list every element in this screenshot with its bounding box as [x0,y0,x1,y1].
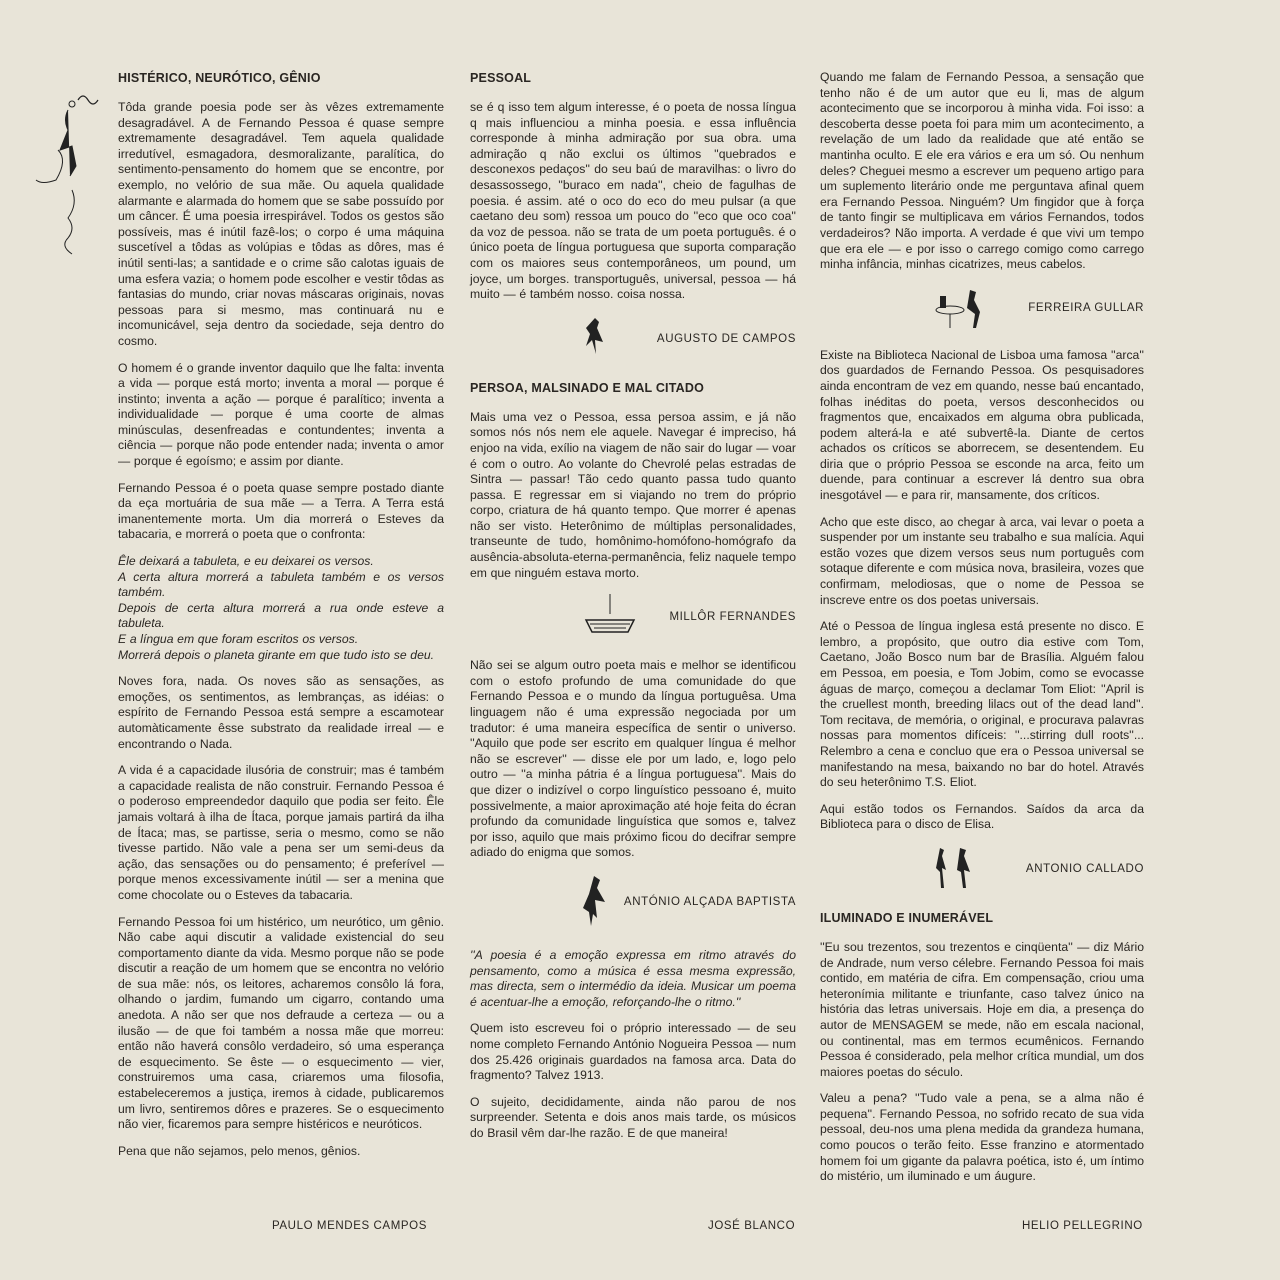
signature-ferreira-gullar: FERREIRA GULLAR [1028,301,1144,314]
paragraph: Quando me falam de Fernando Pessoa, a sensação que tenho não é de um autor que eu li, mas de algum acontecimento que se incorporou à minha vida. Foi isso: a descoberta desse poeta foi para mim um acontecimento, a revelação de um lado da realidade que até então se mantinha oculto. E ele era vários e era um só. Ou nenhum deles? Cheguei mesmo a escrever um pequeno artigo para um suplemento literário onde me perguntava afinal quem era Fernando Pessoa. Ninguém? Um fingidor que à força de tanto fingir se multiplicava em vários Fernandos, todos verdadeiros? Não importa. A verdade é que vivi um tempo que era ele — e por isso o carrego comigo como carrego minha infância, minhas cicatrizes, meus cabelos. [820,70,1144,272]
decorative-figure-icon [28,80,108,280]
paragraph: Até o Pessoa de língua inglesa está presente no disco. E lembro, a propósito, que outro dia estive com Tom, Caetano, João Bosco num bar de Brasília. Alguém falou em Pessoa, em poesia, e Tom Jobim, como se evocasse águas de março, começou a declamar Tom Eliot: ''April is the cruellest month, breeding lilacs out of the dead land''. Tom recitava, de memória, o original, e procurava palavras nossas para momentos difíceis: ''...stirring dull roots''... Relembro a cena e concluo que era o Pessoa universal se manifestando na mesa, baixando no bar do hotel. Através do seu heterônimo T.S. Eliot. [820,619,1144,790]
paragraph: Fernando Pessoa foi um histérico, um neurótico, um gênio. Não cabe aqui discutir a validade existencial do seu comportamento diante da vida. Mesmo porque não se pode discutir a reação de um homem que se encontra no velório de sua mãe: nós, os leitores, acharemos consôlo lá fora, olhando o jardim, fumando um cigarro, contando uma anedota. A não ser que nos defraude a certeza — ou a ilusão — de que foi também a nossa mãe que morreu: então não haverá consôlo verdadeiro, só uma esperança de esquecimento. Se êste — o esquecimento — vier, construiremos uma casa, criaremos uma filosofia, estabeleceremos a justiça, iremos à cidade, publicaremos um livro, sentiremos dôres e prazeres. Se o esquecimento não vier, ficaremos para sempre histéricos e neuróticos. [118,914,444,1132]
poem-line: A certa altura morrerá a tabuleta também e os versos também. [118,569,444,600]
paragraph: ''Eu sou trezentos, sou trezentos e cinqüenta'' — diz Mário de Andrade, num verso célebre. Fernando Pessoa foi mais contido, em matéria de cifra. Em compensação, criou uma heteronímia militante e triunfante, caso talvez único na história das letras universais. Hoje em dia, a presença do autor de MENSAGEM se mede, não em escala nacional, ou continental, mas em termos ecumênicos. Fernando Pessoa é considerado, pela melhor crítica mundial, um dos maiores poetas do século. [820,939,1144,1079]
signature-alcada-row [470,872,796,932]
paragraph: Valeu a pena? ''Tudo vale a pena, se a alma não é pequena''. Fernando Pessoa, no sofrido recato de sua vida pessoal, deu-nos uma plena medida da grandeza humana, como poucos o terão feito. Esse franzino e atormentado homem foi um gigante da palavra poética, isto é, um íntimo do mistério, um iluminado e um áugure. [820,1091,1144,1184]
pessoa-quote: ''A poesia é a emoção expressa em ritmo através do pensamento, como a música é essa mesma expressão, mas directa, sem o intermédio da ideia. Musicar um poema é acentuar-lhe a emoção, reforçando-lhe o ritmo.'' [470,947,796,1009]
signature-paulo-mendes-campos: PAULO MENDES CAMPOS [272,1220,427,1232]
dancing-figure-icon [470,314,610,364]
paragraph: Tôda grande poesia pode ser às vêzes extremamente desagradável. A de Fernando Pessoa é quase sempre extremamente desagradável. Tem aquela qualidade irredutível, esmagadora, desmoralizante, paralítica, do sentimento-pensamento do homem que se encontre, por exemplo, no velório de sua mãe. Ou aquela qualidade alarmante e alarmada do homem que se sabe possuído por um câncer. É uma poesia irrespirável. Todos os gestos são possíveis, mas é inútil fazê-los; o corpo é uma máquina suscetível a tôdas as volúpias e tôdas as dôres, mas é inútil senti-las; a santidade e o crime são calotas iguais de uma esfera vazia; o homem pode escolher e vestir tôdas as fantasias do mundo, criar novas máscaras originais, novas pessoas para si mesmo, mas continuará nu e incomunicável, seja dentro da sociedade, seja dentro do cosmo. [118,100,444,348]
basket-icon [470,592,640,642]
poem-line: Depois de certa altura morrerá a rua onde esteve a tabuleta. [118,600,444,631]
paragraph: Mais uma vez o Pessoa, essa persoa assim, e já não somos nós nós nem ele aquele. Navegar é impreciso, há enjoo na vida, exílio na viagem de não sair do lugar — voar é com o outro. Ao volante do Chevrolé pelas estradas de Sintra — passar! Tão cedo quanto passa tudo quanto passa. E regressar em si viajando no trem do próprio corpo, criatura de há quanto tempo. Que morrer é apenas não ser visto. Heterônimo de múltiplas personalidades, transeunte de tudo, homônimo-homófono-homógrafo da ausência-absoluta-eterna-permanência, feliz naquele tempo em que ninguém estava morto. [470,409,796,580]
heading-pessoal: PESSOAL [470,71,532,85]
signature-callado-row [820,844,1144,894]
heading-iluminado: ILUMINADO E INUMERÁVEL [820,910,994,925]
dancing-figure-icon [470,872,610,932]
paragraph: Fernando Pessoa é o poeta quase sempre postado diante da eça mortuária de sua mãe — a Terra. A Terra está imanentemente morta. Um dia morrerá o Esteves da tabacaria, e morrerá o poeta que o confronta: [118,480,444,542]
paragraph: Existe na Biblioteca Nacional de Lisboa uma famosa ''arca'' dos guardados de Fernando Pessoa. Os pesquisadores ainda encontram de vez em quando, nesse baú encantado, folhas inéditas do poeta, versos desconhecidos ou fragmentos que, encaixados em alguma obra publicada, podem alterá-la e até subvertê-la. Diante de certos achados os críticos se aborrecem, se desentendem. Eu diria que o próprio Pessoa se esconde na arca, feito um duende, para continuar a escrever lá dentro sua obra inesgotável — e para rir, mansamente, dos críticos. [820,347,1144,503]
paragraph: Aqui estão todos os Fernandos. Saídos da arca da Biblioteca para o disco de Elisa. [820,801,1144,832]
two-figures-icon [820,844,980,894]
signature-millor-row [470,592,796,642]
signature-millor-fernandes: MILLÔR FERNANDES [669,611,796,624]
signature-antonio-alcada-baptista: ANTÓNIO ALÇADA BAPTISTA [623,895,796,908]
signature-jose-blanco: JOSÉ BLANCO [708,1220,796,1232]
signature-augusto-de-campos: AUGUSTO DE CAMPOS [656,332,796,345]
paragraph: Não sei se algum outro poeta mais e melhor se identificou com o estofo profundo de uma comunidade do que Fernando Pessoa e o mundo da língua portuguêsa. Uma linguagem não é uma expressão negociada por um tradutor: é uma maneira específica de sentir o universo. ''Aquilo que pode ser escrito em qualquer língua é melhor não se escrever'' — disse ele por um lado, e, logo pelo outro — ''a minha pátria é a língua portuguesa''. Mais do que dizer o indizível o corpo linguístico pessoano é, muito possivelmente, a maior aproximação até hoje feita do écran profundo da comunidade linguística que somos e, talvez por isso, aquilo que mais próximo ficou do decifrar sempre adiado do enigma que somos. [470,658,796,860]
heading-persoa: PERSOA, MALSINADO E MAL CITADO [470,380,705,395]
column-paulo-mendes-campos [118,70,444,1170]
cafe-scene-icon [820,284,990,332]
paragraph: Pena que não sejamos, pelo menos, gênios. [118,1143,361,1158]
signature-augusto-de-campos-row [470,314,796,364]
poem-quote [118,554,444,663]
poem-line: Êle deixará a tabuleta, e eu deixarei os versos. [118,554,374,569]
column-middle [470,70,796,1153]
signature-antonio-callado: ANTONIO CALLADO [1025,862,1144,875]
signature-helio-pellegrino: HELIO PELLEGRINO [1022,1220,1143,1232]
paragraph: se é q isso tem algum interesse, é o poeta de nossa língua q mais influenciou a minha poesia. e essa influência corresponde à minha admiração por sua obra. uma admiração q não exclui os últimos ''quebrados e desconexos pedaços'' do seu baú de maravilhas: o livro do desassossego, ''buraco em nada'', cheio de fagulhas de poesia. é assim. até o oco do eco do meu pulsar (a que caetano deu som) ressoa um pouco do ''eco que oco coa'' da voz de pessoa. não se trata de um poeta português. é o único poeta de língua portuguesa que suporta comparação com os maiores seus contemporâneos, um pound, um joyce, um borges. transportuguês, universal, pessoa — há muito — é também nosso. coisa nossa. [470,100,796,302]
paragraph: Acho que este disco, ao chegar à arca, vai levar o poeta a suspender por um instante seu trabalho e sua malícia. Aqui estão vozes que dizem versos seus num português com sotaque diferente e com música nova, brasileira, vozes que confirmam, melodiosas, que o nome de Pessoa se inscreve entre os dos poetas universais. [820,514,1144,607]
column-right [820,70,1144,1196]
paragraph: O homem é o grande inventor daquilo que lhe falta: inventa a vida — porque está morto; inventa a moral — porque é instinto; inventa a ação — porque é paralítico; inventa a individualidade — porque é uma coorte de almas minúsculas, desenfreadas e contundentes; inventa a ciência — porque não pode entender nada; inventa o amor — porque é egoísmo; e assim por diante. [118,360,444,469]
paragraph: O sujeito, decididamente, ainda não parou de nos surpreender. Setenta e dois anos mais tarde, os músicos do Brasil vêm dar-lhe razão. E de que maneira! [470,1094,796,1140]
signature-ferreira-gullar-row [820,284,1144,332]
paragraph: Noves fora, nada. Os noves são as sensações, as emoções, os sentimentos, as lembranças, as idéias: o espírito de Fernando Pessoa está sempre a escamotear automàticamente êsse substrato da realidade irreal — e encontrando o Nada. [118,674,444,751]
poem-line: E a língua em que foram escritos os versos. [118,632,359,646]
paragraph: A vida é a capacidade ilusória de construir; mas é também a capacidade realista de não construir. Fernando Pessoa é o poderoso empreendedor daquilo que podia ser feito. Êle jamais voltará à ilha de Ítaca, porque jamais partirá da ilha de Ítaca; mas, se partisse, seria o mesmo, como se não tivesse partido. Não vale a pena ser um semi-deus da ação, das sensações ou do pensamento; é preferível — porque menos excessivamente inútil — ser a menina que come chocolate ou o Esteves da tabacaria. [118,763,444,902]
paragraph: Quem isto escreveu foi o próprio interessado — de seu nome completo Fernando António Nogueira Pessoa — num dos 25.426 originais guardados na famosa arca. Data do fragmento? Talvez 1913. [470,1021,796,1083]
heading-historico: HISTÉRICO, NEURÓTICO, GÊNIO [118,71,321,85]
poem-line: Morrerá depois o planeta girante em que tudo isto se deu. [118,647,435,662]
